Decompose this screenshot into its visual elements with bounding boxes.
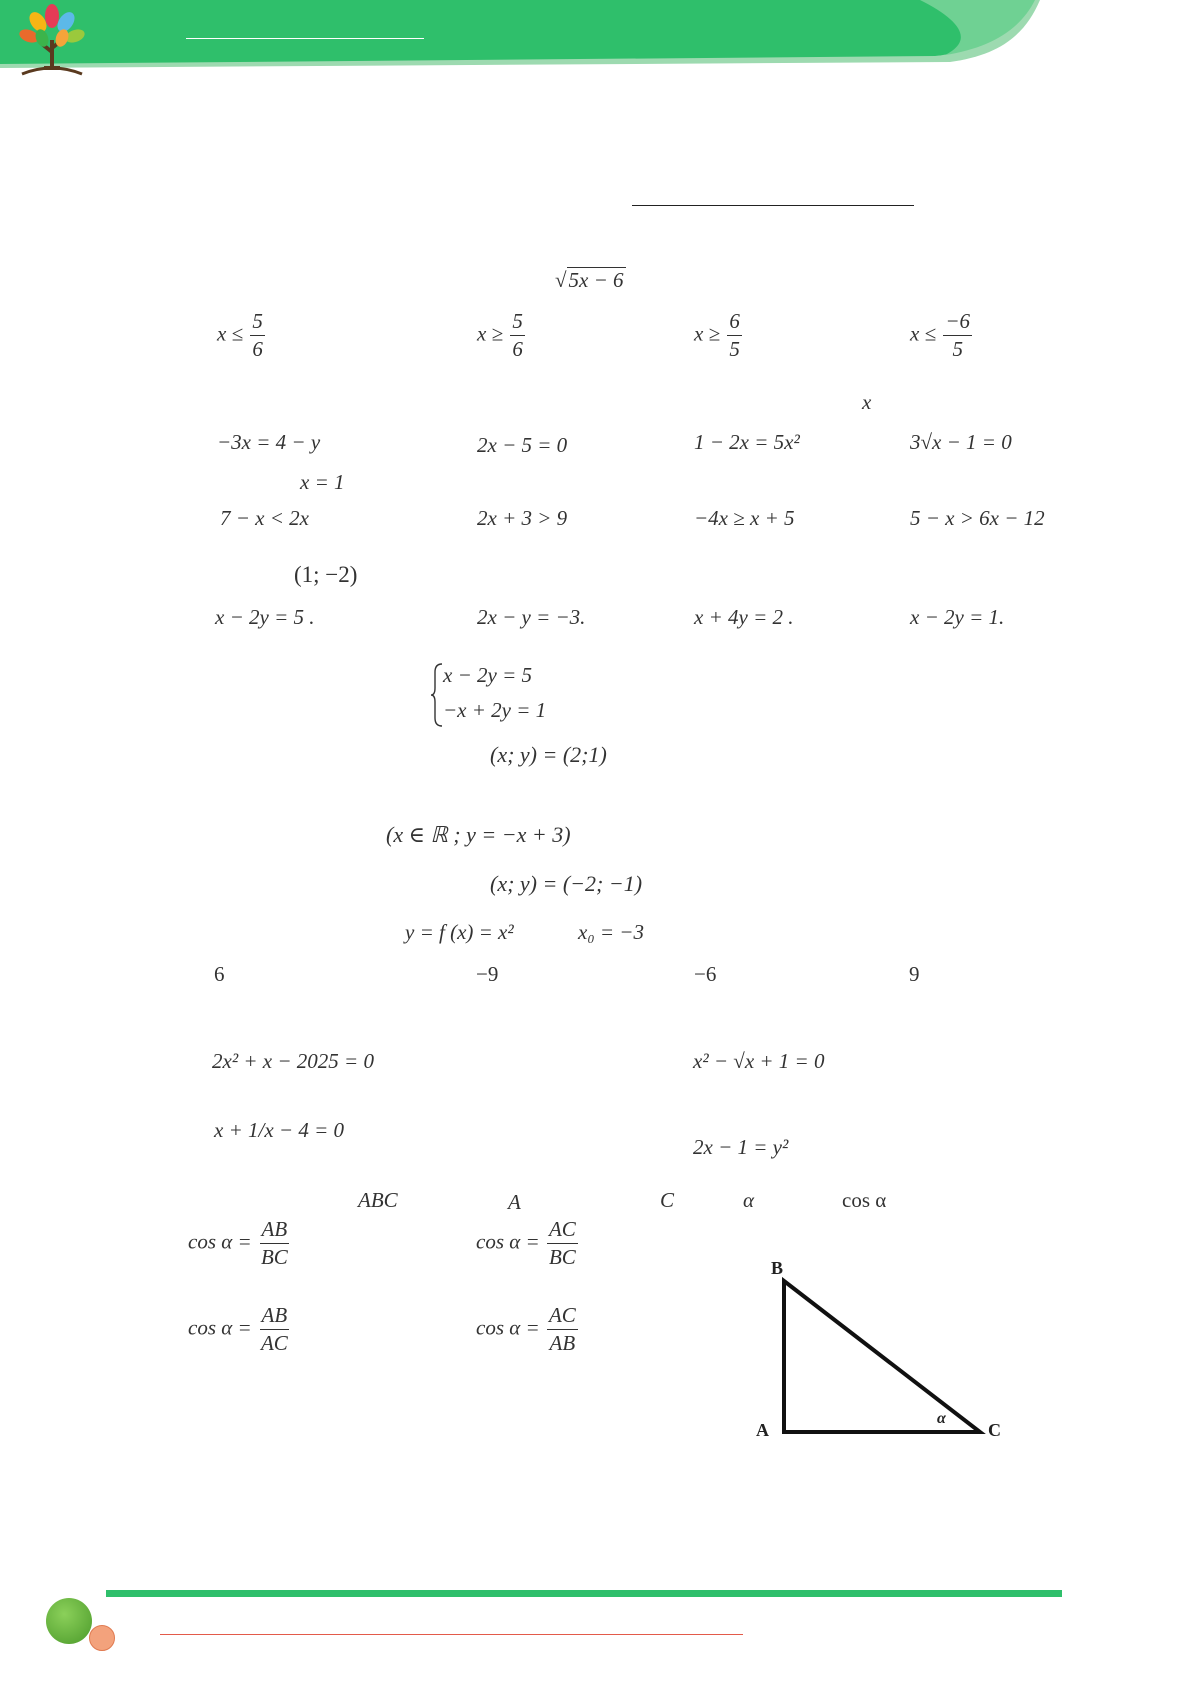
q5-option-b: (x ∈ ℝ ; y = −x + 3): [386, 822, 571, 847]
q7-option-b: x² − √x + 1 = 0: [693, 1049, 825, 1073]
q4-option-a: x − 2y = 5 .: [215, 605, 315, 629]
q6-option-c: −6: [694, 962, 717, 986]
q6-option-d: 9: [909, 962, 920, 986]
footer-green-bar: [106, 1590, 1062, 1597]
q7-option-a: 2x² + x − 2025 = 0: [212, 1049, 374, 1073]
title-underline: [632, 205, 914, 206]
tree-logo-icon: [12, 2, 92, 80]
q5-system-brace: [430, 662, 444, 732]
footer-green-circle: [46, 1598, 92, 1644]
q6-option-a: 6: [214, 962, 225, 986]
q8-option-a: cos α = $\frac{AB}{BC}$: [188, 1217, 288, 1270]
q8-vertex-c: C: [660, 1188, 675, 1212]
q2-option-a: −3x = 4 − y: [217, 430, 321, 454]
q8-cos-alpha: cos α: [842, 1188, 887, 1212]
q8-option-c: cos α = $\frac{AB}{AC}$: [188, 1303, 288, 1356]
header-wave: [0, 0, 1192, 90]
q2-variable: x: [862, 390, 872, 414]
q3-option-a: 7 − x < 2x: [220, 506, 309, 530]
q5-equation-1: x − 2y = 5: [443, 663, 532, 687]
footer-red-line: [160, 1634, 743, 1635]
q7-option-d: 2x − 1 = y²: [693, 1135, 789, 1159]
q3-option-c: −4x ≥ x + 5: [694, 506, 795, 530]
q8-vertex-a: A: [508, 1190, 521, 1214]
q2-option-d: 3√x − 1 = 0: [910, 430, 1012, 454]
figure-label-a: A: [756, 1420, 769, 1440]
footer-orange-circle: [89, 1625, 115, 1651]
q1-option-d: x ≤ $\frac{-6}{5}$: [910, 309, 971, 362]
q6-option-b: −9: [476, 962, 499, 986]
q2-option-c: 1 − 2x = 5x²: [694, 430, 800, 454]
q2-option-b: 2x − 5 = 0: [477, 433, 568, 457]
q4-option-b: 2x − y = −3.: [477, 605, 586, 629]
right-triangle-figure: [748, 1250, 1028, 1454]
q1-expression: √5x − 6: [555, 268, 624, 292]
figure-label-b: B: [771, 1258, 784, 1278]
q3-option-d: 5 − x > 6x − 12: [910, 506, 1045, 530]
q1-option-a: x ≤ $\frac{5}{6}$: [217, 309, 263, 362]
q1-option-b: x ≥ $\frac{5}{6}$: [477, 309, 523, 362]
q5-option-a: (x; y) = (2;1): [490, 742, 607, 767]
q8-option-b: cos α = $\frac{AC}{BC}$: [476, 1217, 576, 1270]
q8-alpha: α: [743, 1188, 755, 1212]
figure-label-c: C: [988, 1420, 1001, 1440]
q5-equation-2: −x + 2y = 1: [443, 698, 547, 722]
q4-option-d: x − 2y = 1.: [910, 605, 1005, 629]
q6-x0: x₀ = −3: [578, 920, 644, 944]
q3-value: x = 1: [300, 470, 345, 494]
q6-function: y = f (x) = x²: [405, 920, 514, 944]
figure-label-alpha: α: [937, 1410, 946, 1427]
q3-option-b: 2x + 3 > 9: [477, 506, 568, 530]
q4-option-c: x + 4y = 2 .: [694, 605, 794, 629]
header-underline: [186, 38, 424, 39]
q1-option-c: x ≥ $\frac{6}{5}$: [694, 309, 740, 362]
header-banner: [0, 0, 1192, 90]
q4-point: (1; −2): [294, 562, 358, 587]
q5-option-c: (x; y) = (−2; −1): [490, 871, 643, 896]
q7-option-c: x + 1/x − 4 = 0: [214, 1118, 344, 1142]
q8-triangle-name: ABC: [358, 1188, 398, 1212]
q8-option-d: cos α = $\frac{AC}{AB}$: [476, 1303, 576, 1356]
